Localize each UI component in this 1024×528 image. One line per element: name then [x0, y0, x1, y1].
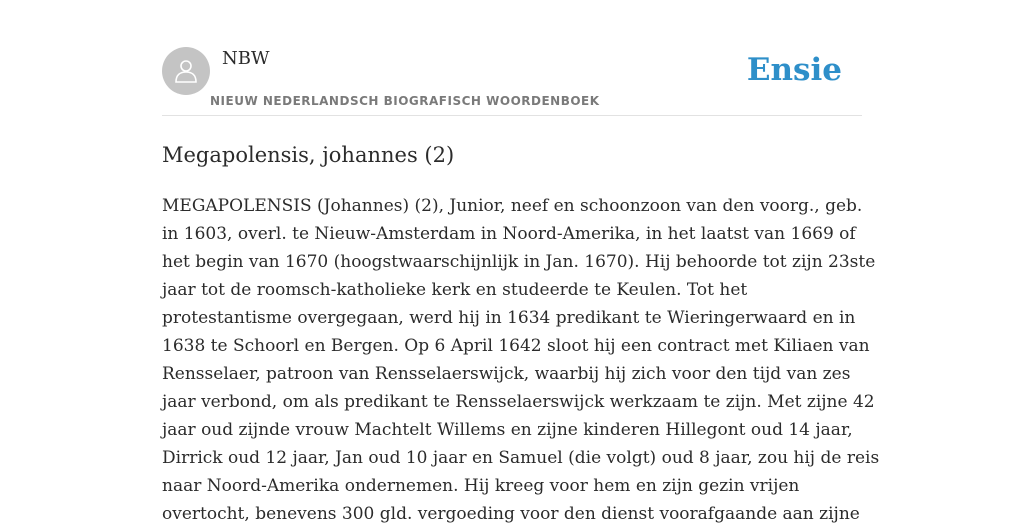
article-line: het begin van 1670 (hoogstwaarschijnlijk in Jan. 1670). Hij behoorde tot zijn 23ste — [162, 252, 876, 272]
ensie-logo[interactable]: Ensie — [746, 52, 842, 88]
article-line: jaar tot de roomsch-katholieke kerk en studeerde te Keulen. Tot het — [162, 280, 748, 300]
source-header — [162, 44, 862, 116]
article-line: Dirrick oud 12 jaar, Jan oud 10 jaar en Samuel (die volgt) oud 8 jaar, zou hij de reis — [162, 448, 880, 468]
article-line: protestantisme overgegaan, werd hij in 1634 predikant te Wieringerwaard en in — [162, 308, 856, 328]
source-short-name[interactable]: NBW — [222, 48, 270, 69]
article-line: in 1603, overl. te Nieuw-Amsterdam in Noord-Amerika, in het laatst van 1669 of — [162, 224, 856, 244]
article-line: overtocht, benevens 300 gld. vergoeding voor den dienst voorafgaande aan zijne — [162, 504, 860, 524]
user-icon — [172, 57, 200, 85]
article-line: MEGAPOLENSIS (Johannes) (2), Junior, neef en schoonzoon van den voorg., geb. — [162, 196, 863, 216]
article-line: 1638 te Schoorl en Bergen. Op 6 April 1642 sloot hij een contract met Kiliaen van — [162, 336, 870, 356]
source-full-name: NIEUW NEDERLANDSCH BIOGRAFISCH WOORDENBOEK — [210, 94, 600, 108]
article-line: jaar oud zijnde vrouw Machtelt Willems en zijne kinderen Hillegont oud 14 jaar, — [162, 420, 853, 440]
article-line: naar Noord-Amerika ondernemen. Hij kreeg voor hem en zijn gezin vrijen — [162, 476, 800, 496]
article-body — [162, 192, 880, 528]
article-line: Rensselaer, patroon van Rensselaerswijck, waarbij hij zich voor den tijd van zes — [162, 364, 851, 384]
article-line: jaar verbond, om als predikant te Rensselaerswijck werkzaam te zijn. Met zijne 42 — [162, 392, 875, 412]
article-title: Megapolensis, johannes (2) — [162, 143, 455, 167]
source-avatar[interactable] — [162, 47, 210, 95]
